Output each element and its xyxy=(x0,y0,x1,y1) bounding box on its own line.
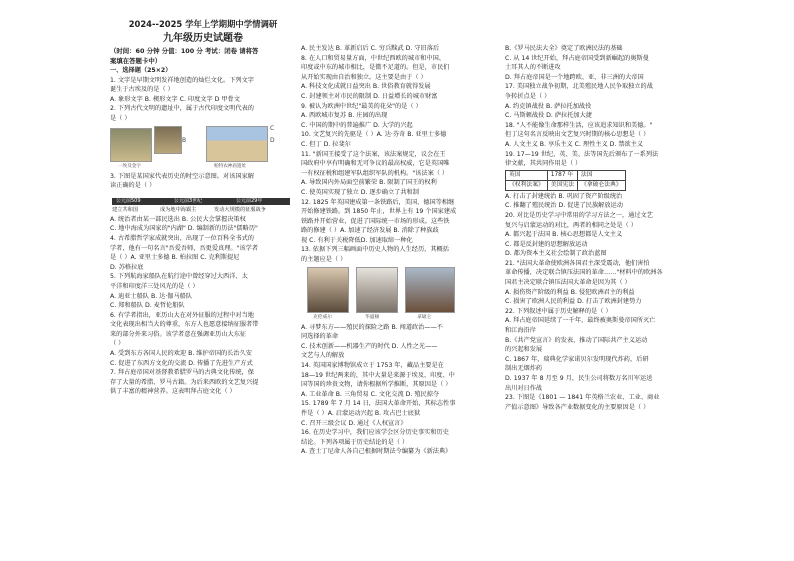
timeline-mark: 公元前29年 xyxy=(236,197,263,204)
timeline-mark: 公元前509 xyxy=(116,197,141,204)
exam-meta-line2: 案填在答题卡中） xyxy=(110,57,162,65)
cromwell-portrait xyxy=(307,267,349,313)
table-cell: 英国 xyxy=(506,170,548,180)
text-line: 和江海沿岸 xyxy=(505,327,536,335)
text-line: A. 打击了封建统治 B. 巩固了资产阶级统治 xyxy=(505,192,623,200)
text-line: 14. 英国国家博物馆成立于 1753 年，藏品主要是在 xyxy=(301,362,444,370)
text-line: C. 马斯顿战役 D. 萨拉托加大捷 xyxy=(505,112,592,120)
text-line: C. 但丁 D. 拉斐尔 xyxy=(301,140,351,148)
text-line: A. 查士丁尼命人各自己根据时期法令编纂为《新法典》 xyxy=(301,448,452,456)
text-line: 读正确的是（ ） xyxy=(110,182,156,190)
text-line: 路的修建（ ）A. 加速了经济发展 B. 消除了种族歧 xyxy=(301,227,439,235)
text-line: C. 都是反封建的思想解放运动 xyxy=(505,240,588,248)
exam-meta-line1: （时间：60 分钟 分值：100 分 考试：闭卷 请将答 xyxy=(110,47,259,55)
text-line: A. 民主发达 B. 革新启后 C. 穷兵黩武 D. 守旧落后 xyxy=(301,45,440,52)
text-line: 产值示意图》导致各产业数据变化的主要原因是（ ） xyxy=(505,403,650,411)
text-line: 存了大量的希腊、罗马古籍。为后来西欧的文艺复兴提 xyxy=(110,378,259,386)
text-line: A. 迪亚士船队 B. 达·伽马船队 xyxy=(110,292,193,300)
text-line: 11. "新国王接受了这个法案，该法案规定，议会在王 xyxy=(301,150,446,158)
text-line: 17. 美国独立战争初期，北美殖民地人民争取独立的战 xyxy=(505,83,653,91)
table-cell: 1787 年 xyxy=(547,170,577,180)
text-line: 18. "人不能像生命那样生活，应该追求知识和美德。" xyxy=(505,121,653,129)
text-line: C. 召开三级会议 D. 通过《人权宣言》 xyxy=(301,419,407,427)
text-line: D. 苏格拉底 xyxy=(110,263,144,271)
text-line: 从开始实现由自治和独立。这主要是由于（ ） xyxy=(301,73,427,81)
text-line: 土耳其人的不断进攻 xyxy=(505,64,561,72)
text-line: 出川对日作战 xyxy=(505,384,543,392)
text-line: 来的部分外来习俗。该学者意在强调亚历山大东征 xyxy=(110,330,247,338)
text-line: 是（ ）A. 亚里士多德 B. 柏拉图 C. 克利斯提尼 xyxy=(110,254,240,262)
text-line: 件是（ ）A. 启蒙运动兴起 B. 攻占巴士底狱 xyxy=(301,410,421,417)
text-line: 16. 在历史学习中，我们应该学会区分历史事实和历史 xyxy=(301,429,449,437)
column-3 xyxy=(505,44,709,412)
text-line: C. 促进了东西方文化的交流 D. 传播了先进生产方式 xyxy=(110,359,253,367)
text-line: 7. 拜占庭帝国对基督教希腊罗马的古典文化传统，保 xyxy=(110,369,254,377)
timeline-mark: 公元前3世纪 xyxy=(174,197,203,204)
text-line: 12. 1825 年英国建成第一条铁路后，美国、德国等相继 xyxy=(301,198,455,206)
image-caption-c: 帕特农神庙遗址 xyxy=(214,163,247,169)
image-caption-a: 一埃及金字 xyxy=(118,163,141,169)
table-cell: 法国 xyxy=(578,170,626,180)
text-line: 23. 下图是《1801 — 1841 年英格兰农业、工业、商业 xyxy=(505,394,660,402)
timeline-label: 成为地中海霸主 xyxy=(160,206,197,213)
exam-title-line2: 九年级历史试题卷 xyxy=(163,33,243,44)
text-line: 5. 下列航海家船队在航行途中曾经穿过大西洋、太 xyxy=(110,273,248,281)
text-line: 学者，他有一句名言"吾爱吾师，吾更爱真理。"该学者 xyxy=(110,244,259,252)
parthenon-photo xyxy=(206,126,268,162)
portrait-caption: 克伦威尔 xyxy=(313,314,333,320)
pyramid-photo xyxy=(110,128,152,162)
text-line: 结论。下列各项属于历史结论的是（ ） xyxy=(301,438,409,446)
table-row xyxy=(506,170,626,180)
table-cell: 《权利法案》 xyxy=(506,180,548,190)
text-line: A. 人文主义 B. 享乐主义 C. 理性主义 D. 禁欲主义 xyxy=(505,140,644,148)
text-line: A. 都兴起于法国 B. 核心思想都是人文主义 xyxy=(505,231,623,239)
text-line: 印度或中东的城市相比，是微不足道的。但是，市民们 xyxy=(301,64,450,72)
text-line: 但丁这句名言反映出文艺复兴时期的核心思想是（ ） xyxy=(505,131,650,139)
text-line: 8. 在人口和贸易量方面，中世纪西欧的城市和中国、 xyxy=(301,54,445,62)
question-13-portraits xyxy=(301,267,494,321)
text-line: A. 统治者由某一部民选出 B. 公民大会掌握决策权 xyxy=(110,215,246,223)
text-line: D. 1937 年 8 月至 9 月，民生公司将数万名川军运送 xyxy=(505,375,653,382)
text-line: 视 C. 有利于关税降低D. 加速取缔一种化 xyxy=(301,236,413,244)
text-line: A. 寻梦东方——殖民的探险之路 B. 闯道政治——不 xyxy=(301,323,443,331)
text-line: 2. 下列古代文明的遗址中，属于古代印度文明代表的 xyxy=(110,105,254,113)
text-line: 4. 古希腊哲学家成就突出，出现了一位百科全书式的 xyxy=(110,234,254,242)
text-line: 13. 依据下列三幅画面中历史人物的人生经历，其概括 xyxy=(301,246,449,254)
text-line: 国君主决定联合镇压法国大革命是因为其（ ） xyxy=(505,279,631,287)
portrait-caption: 华盛顿 xyxy=(365,314,380,320)
text-line: 文艺与人的解放 xyxy=(301,352,345,360)
text-line: 平洋和印度洋三处风光的是（ ） xyxy=(110,282,199,290)
text-line: 复兴与启蒙运动的对比，两者的相同之处是（ ） xyxy=(505,221,637,229)
text-line: 18—19 世纪两来的，其中大量是来源于埃及、印度、中 xyxy=(301,371,455,379)
text-line: 制出无烟炸药 xyxy=(505,365,543,373)
text-line: A. 科技文化成就日益突出 B. 世俗教育就得发展 xyxy=(301,83,431,91)
text-line: 国等国的珍贵文物，请你根据所学推断，其原因是（ ） xyxy=(301,381,452,389)
text-line: 同选择的革命 xyxy=(301,333,339,341)
text-line: C. 郑和船队 D. 麦哲伦船队 xyxy=(110,302,185,310)
text-line: 1. 文字是早期文明发祥地创造的灿烂文化。下列文字 xyxy=(110,76,254,84)
option-label-d: D xyxy=(270,136,275,144)
text-line: 10. 文艺复兴的先驱是（ ）A. 达·芬奇 B. 亚里士多德 xyxy=(301,131,447,139)
text-line: 国政府中享有明确和无可争议的最高权威，它是英国唯 xyxy=(301,160,450,168)
text-line: 诞生于古埃及的是（ ） xyxy=(110,86,174,94)
text-line: 9. 被认为欧洲中世纪"最美的花朵"的是（ ） xyxy=(301,102,422,110)
text-line: A. 拜占庭帝国延续了一千年，最终被奥斯曼帝国所灭亡 xyxy=(505,317,656,325)
text-line: C. 使英国实现了独立 D. 逐步确立了共和制 xyxy=(301,188,419,196)
text-line: B.《共产党宣言》的发表，推动了国际共产主义运动 xyxy=(505,336,648,344)
text-line: A. 导致国内外局面空前繁荣 B. 限制了国王的权利 xyxy=(301,179,437,187)
column-2 xyxy=(301,44,494,457)
text-line: 6. 有学者指出，亚历山大在对外征服的过程中对当地 xyxy=(110,311,254,319)
text-line: 15. 1789 年 7 月 14 日，法国大革命开始，其标志性事 xyxy=(301,400,456,408)
text-line: 21. "法国大革命使欧洲各国君主深受震动，他们害怕 xyxy=(505,259,650,267)
table-row xyxy=(506,180,626,190)
washington-portrait xyxy=(356,267,398,313)
section-heading: 一、选择题（25×2） xyxy=(110,67,172,74)
portrait-caption: 拿破仑 xyxy=(417,314,432,320)
text-line: A. 约克镇战役 B. 萨拉托加战役 xyxy=(505,102,592,110)
timeline-label: 发动大规模的征服战争 xyxy=(214,206,266,213)
table-cell: 《拿破仑法典》 xyxy=(578,180,626,190)
text-line: A. 工业革命 B. 三角贸易 C. 文化交流 D. 殖民掠夺 xyxy=(301,390,440,398)
table-cell: 美国宪法 xyxy=(547,180,577,190)
text-line: 开始修建铁路。到 1850 年止，世界上有 19 个国家建成 xyxy=(301,208,457,216)
timeline-label: 建立共和国 xyxy=(112,206,138,213)
exam-title-line1: 2024--2025 学年上学期期中学情调研 xyxy=(128,19,278,29)
column-1 xyxy=(110,18,296,397)
option-label-c: C xyxy=(270,124,275,132)
text-line: 是（ ） xyxy=(110,114,131,122)
text-line: 供了丰富的精神营养。这表明拜占庭文化（ ） xyxy=(110,388,236,396)
text-line: C. 损害了欧洲人民的利益 D. 打击了欧洲封建势力 xyxy=(505,298,642,306)
text-line: 22. 下列叙述中属于历史解释的是（ ） xyxy=(505,307,612,315)
text-line: D. 都为资本主义社会绘制了政治蓝图 xyxy=(505,250,607,258)
text-line: 律文献，其共同作用是（ ） xyxy=(505,160,582,168)
text-line: 的主题应是（ ） xyxy=(301,256,347,264)
text-line: 19. 17—19 世纪，英、美、法等国先后颁布了一系列法 xyxy=(505,150,659,158)
text-line: 文化表现出相当大的尊重，东方人也愿意接纳征服者带 xyxy=(110,321,259,329)
text-line: 铁路并开始营业，促进了国际统一市场的形成。这些铁 xyxy=(301,217,450,225)
ruins-photo xyxy=(154,126,182,154)
text-line: 20. 对比是历史学习中常用的学习方法之一，通过文艺 xyxy=(505,211,653,219)
text-line: C. 地中海成为国家的"内湖" D. 编制新的历法"儒略历" xyxy=(110,225,258,233)
text-line: B.《罗马民法大全》奠定了欧洲民法的基础 xyxy=(505,45,623,52)
text-line: 3. 下图是某国家代表历史的时空示意图。对该国家解 xyxy=(110,172,254,180)
text-line: A. 象形文字 B. 楔形文字 C. 印度文字 D 甲骨文 xyxy=(110,95,240,103)
text-line: C. 封建领主对市民的限制 D. 日益增长的城市财富 xyxy=(301,92,438,100)
text-line: C. 从 14 世纪开始，拜占庭帝国受到新崛起的奥斯曼 xyxy=(505,54,649,62)
text-line: C. 1867 年，瑞典化学家诺贝尔发明现代炸药，后研 xyxy=(505,355,649,363)
text-line: 一有权征税和组建军队组织军队的机构。"该法案（ ） xyxy=(301,169,449,177)
text-line: （ ） xyxy=(110,340,125,348)
text-line: A. 受到东方各国人民的欢迎 B. 维护帝国的长治久安 xyxy=(110,350,252,358)
napoleon-portrait xyxy=(405,267,455,313)
text-line: 争转折点是（ ） xyxy=(505,92,551,100)
text-line: C. 技术创新——机器生产的时代 D. 人性之光—— xyxy=(301,342,438,350)
text-line: 的兴起和发展 xyxy=(505,346,543,354)
text-line: A. 损伤资产阶级的利益 B. 侵犯欧洲君主的利益 xyxy=(505,288,635,296)
text-line: A. 西欧城市复苏 B. 庄园的出现 xyxy=(301,112,388,120)
law-table xyxy=(505,170,626,191)
text-line: C. 中国的期中的普遍推广 D. 大学的兴起 xyxy=(301,121,413,129)
text-line: 革命传播，决定联合镇压法国的革命……"材料中的欧洲各 xyxy=(505,269,663,277)
option-label-b: B xyxy=(182,136,187,144)
question-2-images xyxy=(110,126,296,170)
text-line: C. 推翻了殖民统治 D. 促进了民族解放运动 xyxy=(505,202,623,210)
roman-timeline xyxy=(110,193,296,213)
text-line: D. 拜占庭帝国是一个地跨欧、亚、非三洲的大帝国 xyxy=(505,73,644,81)
